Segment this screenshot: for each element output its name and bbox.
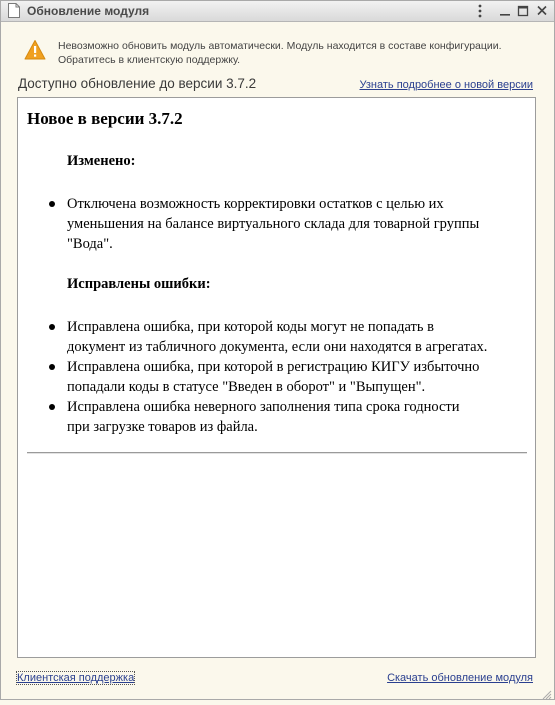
list-item: Исправлена ошибка неверного заполнения типа срока годности при загрузке товаров из файла.	[42, 397, 532, 437]
minimize-button[interactable]	[495, 2, 515, 20]
warning-line-2: Обратитесь в клиентскую поддержку.	[58, 54, 241, 66]
resize-grip-icon[interactable]	[542, 687, 552, 697]
list-item: Отключена возможность корректировки остатков с целью их уменьшения на балансе виртуального склада для товарной группы "Вода".	[42, 194, 532, 254]
changed-section-title: Изменено:	[67, 153, 136, 169]
bullet-icon	[49, 324, 55, 330]
divider	[27, 452, 527, 454]
fixed-list	[42, 317, 532, 437]
bullet-icon	[49, 404, 55, 410]
list-item: Исправлена ошибка, при которой коды могут не попадать в документ из табличного документа, если они находятся в агрегатах.	[42, 317, 532, 357]
learn-more-link[interactable]: Узнать подробнее о новой версии	[359, 79, 533, 91]
fixed-section-title: Исправлены ошибки:	[67, 276, 211, 292]
list-item: Исправлена ошибка, при которой в регистрацию КИГУ избыточно попадали коды в статусе "Введен в оборот" и "Выпущен".	[42, 357, 532, 397]
document-icon	[8, 3, 20, 18]
title-bar[interactable]	[1, 1, 554, 22]
more-vertical-icon	[474, 4, 486, 18]
bullet-icon	[49, 364, 55, 370]
client-support-link[interactable]: Клиентская поддержка	[17, 672, 135, 684]
bullet-icon	[49, 201, 55, 207]
release-notes-panel	[17, 97, 536, 658]
more-menu-button[interactable]	[470, 2, 490, 20]
maximize-icon	[517, 4, 529, 18]
available-version-label: Доступно обновление до версии 3.7.2	[18, 76, 257, 91]
release-notes-heading: Новое в версии 3.7.2	[27, 109, 183, 128]
warning-icon	[24, 39, 46, 61]
minimize-icon	[499, 4, 511, 18]
close-icon	[536, 4, 548, 18]
window-title: Обновление модуля	[27, 4, 150, 18]
maximize-button[interactable]	[513, 2, 533, 20]
changed-list	[42, 194, 532, 254]
download-update-link[interactable]: Скачать обновление модуля	[387, 672, 533, 684]
warning-message	[58, 39, 538, 67]
warning-line-1: Невозможно обновить модуль автоматически. Модуль находится в составе конфигурации.	[58, 40, 502, 52]
close-button[interactable]	[532, 2, 552, 20]
